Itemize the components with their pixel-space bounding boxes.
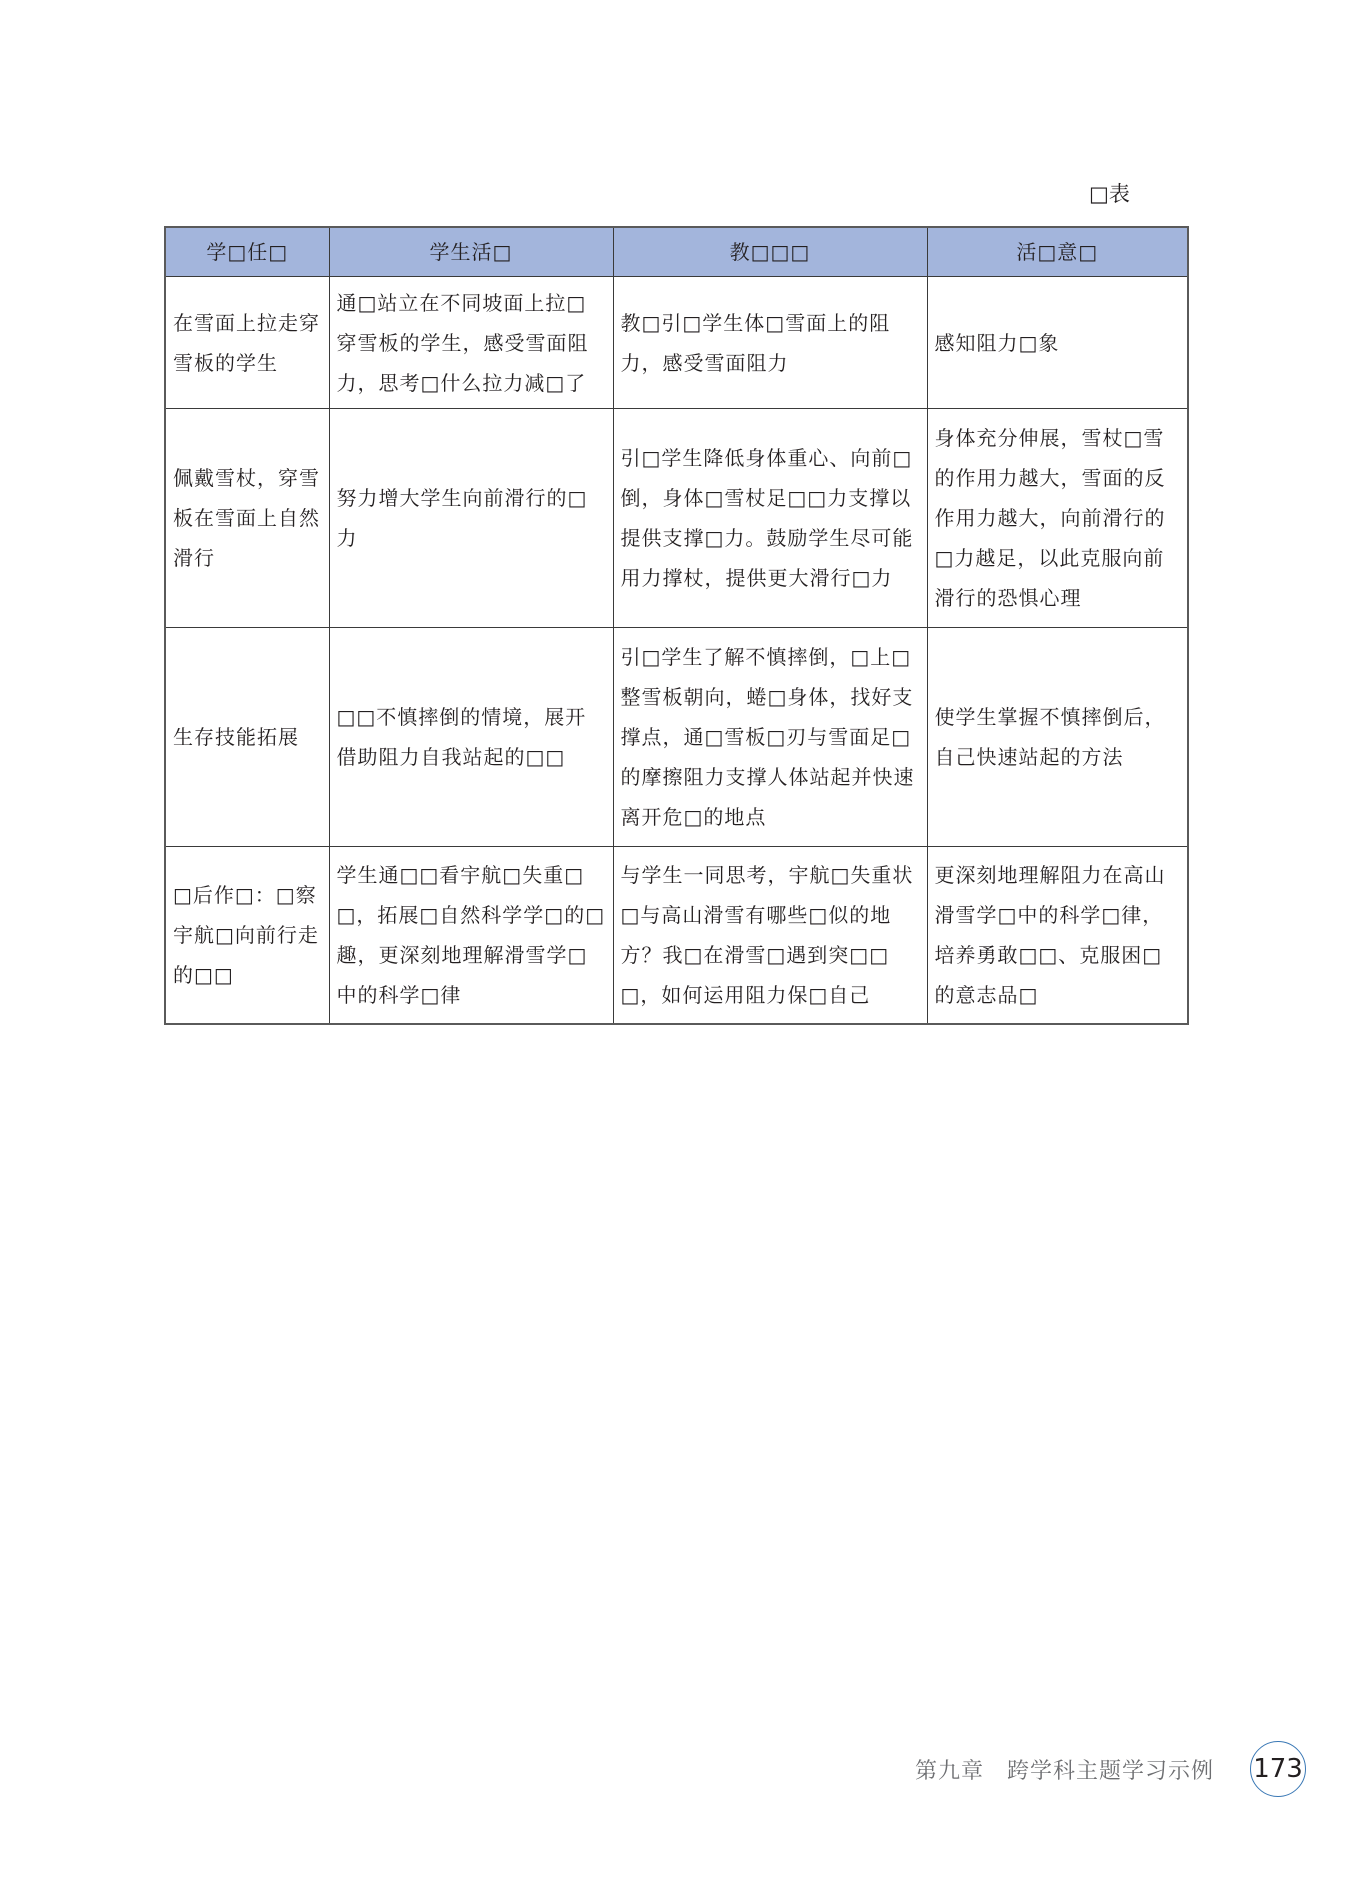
cell-task: 生存技能拓展 [165, 628, 329, 847]
cell-teacher-activity: 与学生一同思考，宇航□失重状□与高山滑雪有哪些□似的地方？我□在滑雪□遇到突□□□，如何运用阻力保□自己 [613, 847, 927, 1025]
cell-purpose: 感知阻力□象 [927, 277, 1188, 409]
cell-purpose: 更深刻地理解阻力在高山滑雪学□中的科学□律，培养勇敢□□、克服困□的意志品□ [927, 847, 1188, 1025]
header-student-activity: 学生活□ [329, 227, 613, 277]
table-row [165, 277, 1188, 409]
cell-purpose: 使学生掌握不慎摔倒后，自己快速站起的方法 [927, 628, 1188, 847]
cell-student-activity: 努力增大学生向前滑行的□力 [329, 409, 613, 628]
header-activity-purpose: 活□意□ [927, 227, 1188, 277]
table-caption: □表 [1089, 182, 1130, 206]
cell-student-activity: □□不慎摔倒的情境，展开借助阻力自我站起的□□ [329, 628, 613, 847]
header-teacher-activity: 教□□□ [613, 227, 927, 277]
cell-task: □后作□：□察宇航□向前行走的□□ [165, 847, 329, 1025]
table-row [165, 847, 1188, 1025]
cell-purpose: 身体充分伸展，雪杖□雪的作用力越大，雪面的反作用力越大，向前滑行的□力越足，以此克服向前滑行的恐惧心理 [927, 409, 1188, 628]
chapter-title: 第九章 跨学科主题学习示例 [915, 1758, 1215, 1784]
cell-student-activity: 通□站立在不同坡面上拉□穿雪板的学生，感受雪面阻力，思考□什么拉力减□了 [329, 277, 613, 409]
cell-student-activity: 学生通□□看宇航□失重□□，拓展□自然科学学□的□趣，更深刻地理解滑雪学□中的科学□律 [329, 847, 613, 1025]
cell-teacher-activity: 教□引□学生体□雪面上的阻力，感受雪面阻力 [613, 277, 927, 409]
activity-table [164, 226, 1189, 1025]
table-row [165, 628, 1188, 847]
cell-teacher-activity: 引□学生降低身体重心、向前□倒，身体□雪杖足□□力支撑以提供支撑□力。鼓励学生尽可能用力撑杖，提供更大滑行□力 [613, 409, 927, 628]
header-learning-task: 学□任□ [165, 227, 329, 277]
cell-teacher-activity: 引□学生了解不慎摔倒，□上□整雪板朝向，蜷□身体，找好支撑点，通□雪板□刃与雪面足□的摩擦阻力支撑人体站起并快速离开危□的地点 [613, 628, 927, 847]
page-number: 173 [1250, 1741, 1306, 1797]
page-footer [915, 1744, 1306, 1794]
cell-task: 佩戴雪杖，穿雪板在雪面上自然滑行 [165, 409, 329, 628]
cell-task: 在雪面上拉走穿雪板的学生 [165, 277, 329, 409]
table-row [165, 409, 1188, 628]
table-header-row [165, 227, 1188, 277]
